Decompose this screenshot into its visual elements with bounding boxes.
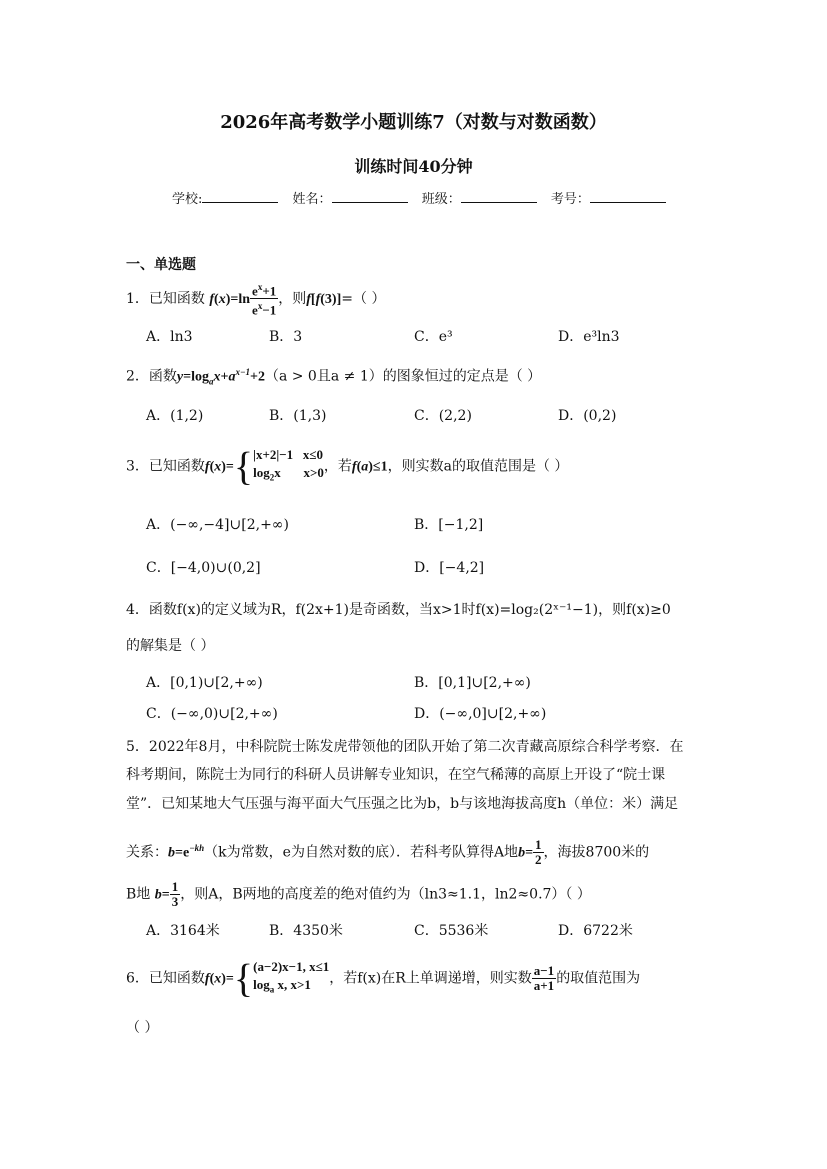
q2-formula: y [176,369,184,385]
q3-middle: ，若 [323,458,352,475]
q5-line4-c: ，海拔8700米的 [543,844,650,861]
q5-option-c: C．5536米 [414,923,489,939]
q6-suffix: 的取值范围为 [556,970,641,987]
q2-condition: （a > 0且a ≠ 1） [264,368,383,385]
question-2: 2．函数$y=\log_ax+a^{x-1}+2(a > 0$且a ≠ 1）的图象恒过的定点是（ ） [126,367,542,387]
q6-prefix: 已知函数 [148,970,205,987]
question-5-line-5: B地 b= $\frac{1}{3}$ ，则A，B两地的高度差的绝对值约为（ln3≈1.1，ln2≈0.7）（ ） [126,879,591,909]
q3-option-c: C．[−4,0)∪(0,2] [146,560,261,576]
q5-line5-b: ，则A，B两地的高度差的绝对值约为（ln3≈1.1，ln2≈0.7）（ ） [180,886,591,903]
class-field [461,190,537,203]
q5-option-b: B．4350米 [269,923,343,939]
q3-formula: f [204,459,210,475]
school-field [202,190,278,203]
exam-number-label: 考号： [550,192,590,207]
q1-suffix: =（ ） [341,290,386,307]
page-subtitle: 训练时间40分钟 [354,157,473,176]
q6-middle: ，若f(x)在R上单调递增，则实数 [329,970,532,987]
question-5-line-3: 堂”．已知某地大气压强与海平面大气压强之比为b，b与该地海拔高度h（单位：米）满足 [126,796,679,812]
student-info-row [172,188,676,207]
q1-number: 1． [126,290,149,307]
name-label: 姓名： [292,192,332,207]
question-4-line-2: 的解集是（ ） [126,638,215,654]
q2-number: 2． [126,368,149,385]
q5-option-d: D．6722米 [558,923,633,939]
q5-line4-a: 关系： [126,844,168,861]
q3-suffix: ，则实数a的取值范围是（ ） [387,458,569,475]
q5-formula: b [168,845,175,861]
question-5-line-2: 科考期间，陈院士为同行的科研人员讲解专业知识，在空气稀薄的高原上开设了“院士课 [126,767,666,783]
q2-option-d: D．(0,2) [558,408,617,424]
q1-formula: f [209,291,215,307]
q3-option-b: B．[−1,2] [414,517,484,533]
question-5-line-4: 关系：$b=e^{-kh}(k$为常数，e为自然对数的底）．若科考队算得A地b= $\frac{1}{2}$ ，海拔8700米的 [126,837,650,868]
q5-line5-a: B地 [126,886,151,903]
q2-option-c: C．(2,2) [414,408,472,424]
q1-prefix: 已知函数 [148,290,205,307]
q4-option-c: C．(−∞,0)∪[2,+∞) [146,706,278,722]
q6-piecewise: { (a−2)x−1, x≤1 $\log_a x$, x>1 [233,955,330,1001]
q2-option-b: B．(1,3) [269,408,327,424]
q1-option-b: B．3 [269,329,303,345]
school-label: 学校: [172,192,203,207]
q4-option-d: D．(−∞,0]∪[2,+∞) [414,706,547,722]
q1-option-c: C．e³ [414,329,453,345]
q3-prefix: 已知函数 [148,458,205,475]
q4-option-a: A．[0,1)∪[2,+∞) [146,675,263,691]
q2-suffix: 的图象恒过的定点是（ ） [382,368,542,385]
question-6-line-2: （ ） [126,1020,159,1036]
question-3: 3．已知函数f(x)={ |x+2|−1 x≤0 $\log_2x$ x>0 ，若f(a)≤1，则实数a的取值范围是（ ） [126,443,569,489]
question-1: 1．已知函数 f(x)=ln $\frac{e^x+1}{e^x-1}$ ，则f[f(3)]=（ ） [126,282,386,318]
class-label: 班级： [421,192,461,207]
q2-prefix: 函数 [148,368,177,385]
q1-middle: ，则 [278,290,307,307]
q2-option-a: A．(1,2) [146,408,204,424]
section-heading: 一、单选题 [126,257,196,273]
q1-option-d: D．e³ln3 [558,329,620,345]
q5-option-a: A．3164米 [146,923,220,939]
q6-formula: f [204,971,210,987]
page-title: 2026年高考数学小题训练7（对数与对数函数） [220,112,607,133]
q3-option-a: A．(−∞,−4]∪[2,+∞) [146,517,289,533]
q3-piecewise: { |x+2|−1 x≤0 $\log_2x$ x>0 [233,443,324,489]
q1-option-a: A．ln3 [146,329,193,345]
q5-line4-b: （k为常数，e为自然对数的底）．若科考队算得A地 [204,844,519,861]
question-5-line-1: 5．2022年8月，中科院院士陈发虎带领他的团队开始了第二次青藏高原综合科学考察．在 [126,739,684,755]
q4-option-b: B．[0,1]∪[2,+∞) [414,675,531,691]
question-4-line-1: 4．函数f(x)的定义域为R，f(2x+1)是奇函数，当x>1时f(x)=log₂(2ˣ⁻¹−1)，则f(x)≥0 [126,602,671,618]
q3-option-d: D．[−4,2] [414,560,485,576]
q6-number: 6． [126,970,149,987]
q3-number: 3． [126,458,149,475]
question-6: 6．已知函数f(x)={ (a−2)x−1, x≤1 $\log_a x$, x>1 ，若f(x)在R上单调递增，则实数 $\frac{a-1}{a+1}$ 的取值范围为 [126,955,641,1001]
name-field [332,190,408,203]
exam-number-field [590,190,666,203]
q1-fraction: $\frac{e^x+1}{e^x-1}$ [252,282,277,318]
